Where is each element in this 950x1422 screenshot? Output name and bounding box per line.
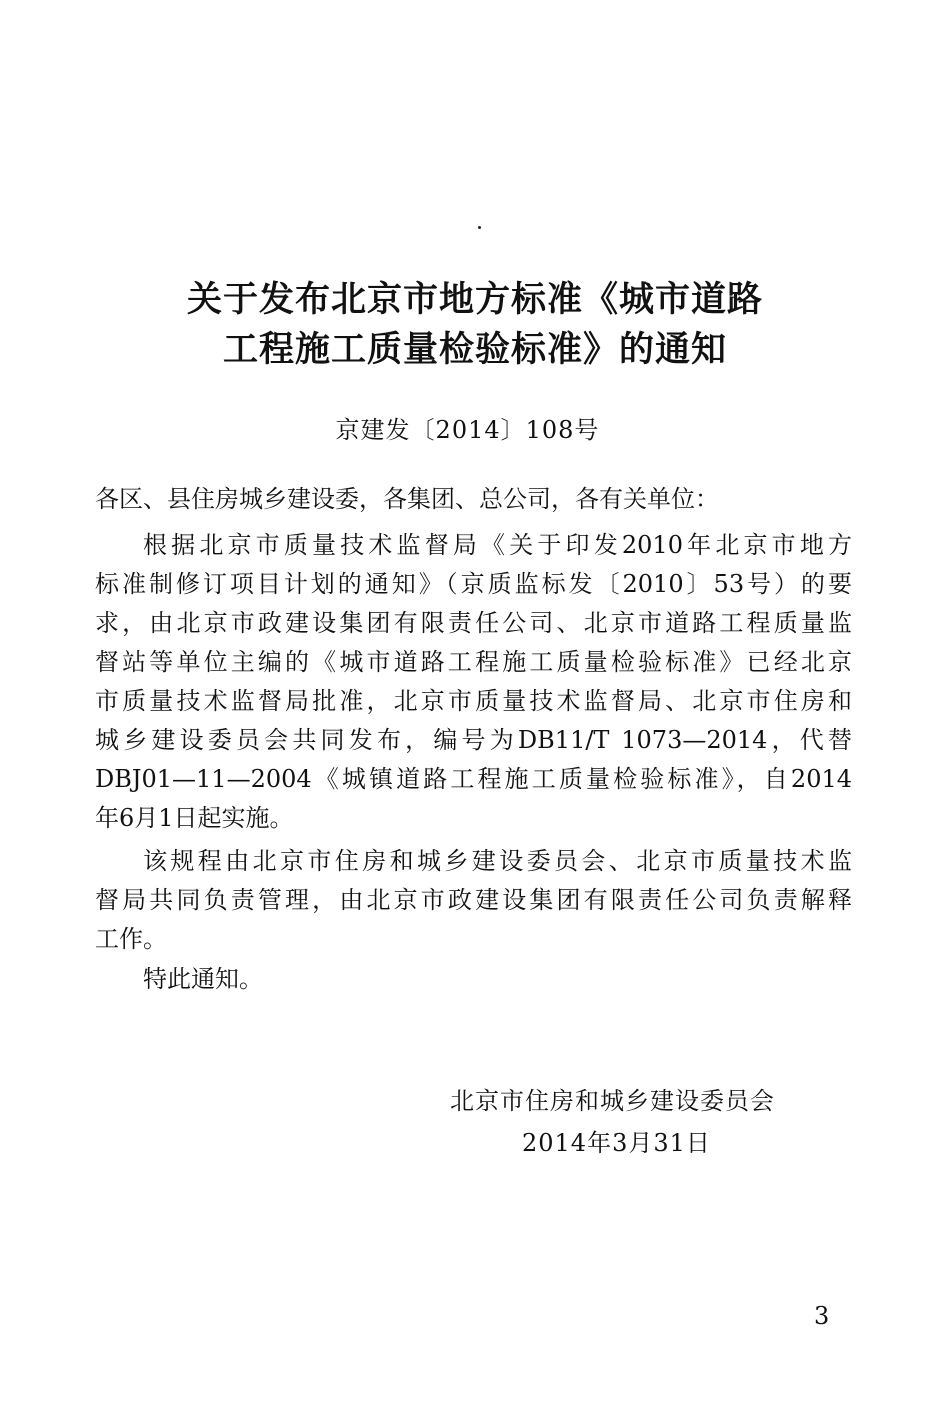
document-number: 京建发〔2014〕108号: [335, 416, 600, 444]
paragraph-1-line: 标准制修订项目计划的通知》（京质监标发〔2010〕53号）的要: [95, 570, 852, 598]
paragraph-1-line: 城乡建设委员会共同发布，编号为DB11/T 1073—2014，代替: [95, 726, 852, 754]
paragraph-2-line: 督局共同负责管理，由北京市政建设集团有限责任公司负责解释: [95, 886, 852, 914]
scan-speck: [478, 226, 481, 229]
notice-title-line-1: 关于发布北京市地方标准《城市道路: [186, 280, 763, 320]
paragraph-2-line: 工作。: [95, 925, 167, 953]
closing-line: 特此通知。: [143, 965, 263, 993]
paragraph-1-line: 督站等单位主编的《城市道路工程施工质量检验标准》已经北京: [95, 648, 852, 676]
addressee-line: 各区、县住房城乡建设委，各集团、总公司，各有关单位：: [95, 485, 719, 513]
issue-date: 2014年3月31日: [522, 1129, 711, 1157]
paragraph-1-line: 求，由北京市政建设集团有限责任公司、北京市道路工程质量监: [95, 609, 852, 637]
paragraph-1-line: 根据北京市质量技术监督局《关于印发2010年北京市地方: [143, 531, 852, 559]
paragraph-1-line: DBJ01—11—2004《城镇道路工程施工质量检验标准》，自2014: [95, 765, 852, 793]
issuer-signature: 北京市住房和城乡建设委员会: [450, 1087, 775, 1115]
page-number: 3: [814, 1302, 830, 1330]
paragraph-1-line: 市质量技术监督局批准，北京市质量技术监督局、北京市住房和: [95, 687, 852, 715]
paragraph-1-line: 年6月1日起实施。: [95, 804, 294, 832]
paragraph-2-line: 该规程由北京市住房和城乡建设委员会、北京市质量技术监: [143, 847, 852, 875]
notice-title-line-2: 工程施工质量检验标准》的通知: [222, 330, 727, 370]
